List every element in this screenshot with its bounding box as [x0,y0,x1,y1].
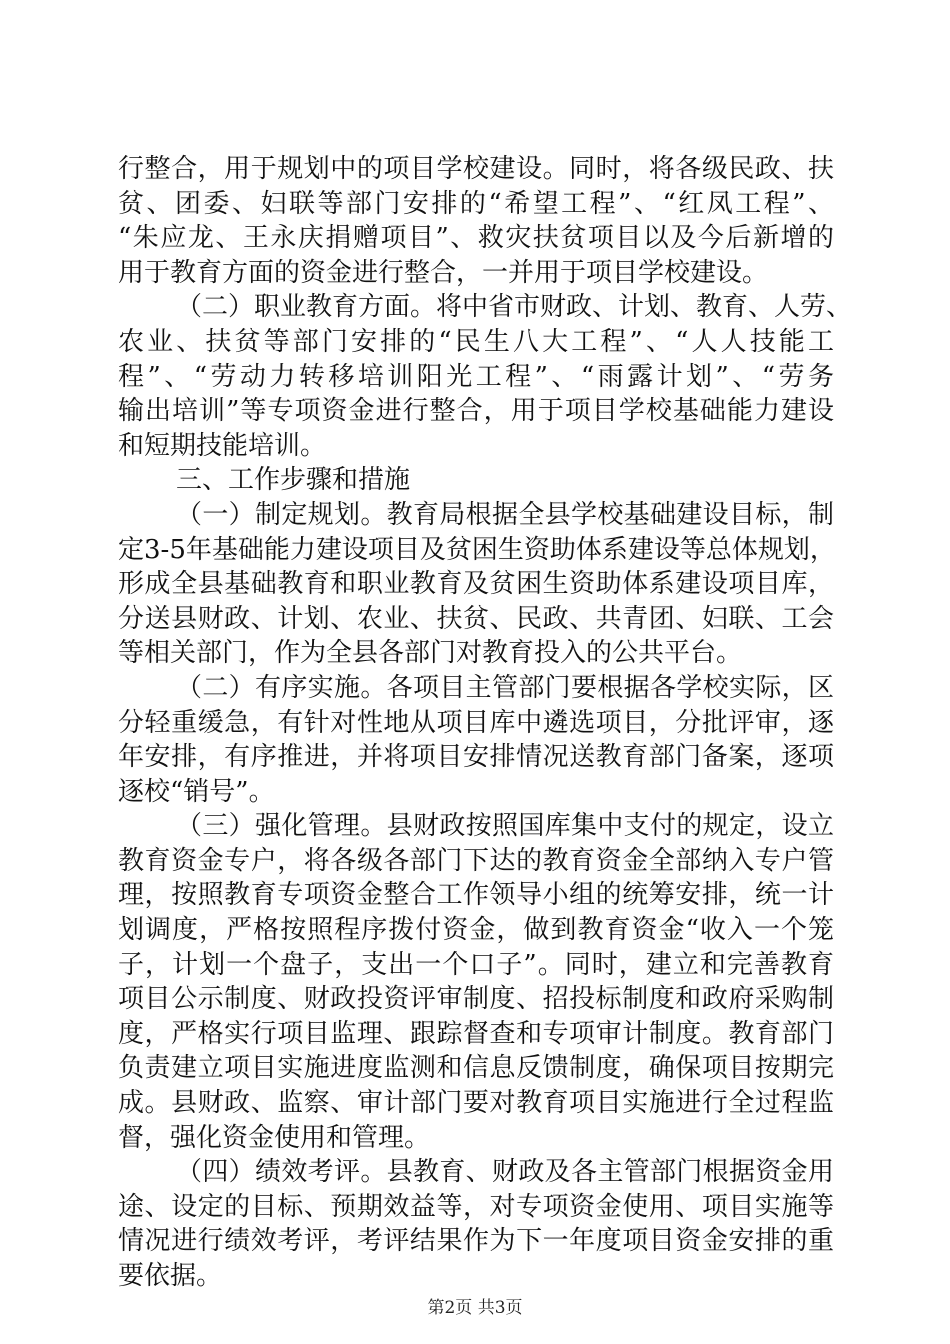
text-line: （四）绩效考评。县教育、财政及各主管部门根据资金用 [176,1157,834,1188]
text-line: 输出培训”等专项资金进行整合，用于项目学校基础能力建设 [118,396,834,427]
text-line: （二）有序实施。各项目主管部门要根据各学校实际，区 [176,672,834,703]
text-line: 成。县财政、监察、审计部门要对教育项目实施进行全过程监 [118,1088,834,1119]
text-line: 贫、团委、妇联等部门安排的“希望工程”、“红凤工程”、 [118,188,834,219]
section-heading: 三、工作步骤和措施 [176,465,411,496]
text-line: 定3-5年基础能力建设项目及贫困生资助体系建设等总体规划， [118,534,836,565]
paragraph-management [118,809,834,1155]
text-line: 行整合，用于规划中的项目学校建设。同时，将各级民政、扶 [118,154,834,184]
text-line: 项目公示制度、财政投资评审制度、招投标制度和政府采购制 [118,984,834,1015]
text-line: 分轻重缓急，有针对性地从项目库中遴选项目，分批评审，逐 [118,707,834,738]
paragraph-implementation [118,671,834,809]
text-line: 子，计划一个盘子，支出一个口子”。同时，建立和完善教育 [118,949,834,980]
page-number-footer: 第2页 共3页 [427,1298,523,1318]
paragraph-vocational-education [118,290,853,463]
text-line: 途、设定的目标、预期效益等，对专项资金使用、项目实施等 [118,1191,834,1222]
text-line: 分送县财政、计划、农业、扶贫、民政、共青团、妇联、工会 [118,603,834,634]
text-line: 形成全县基础教育和职业教育及贫困生资助体系建设项目库， [118,569,834,600]
text-line: 年安排，有序推进，并将项目安排情况送教育部门备案，逐项 [118,742,834,773]
text-line: “朱应龙、王永庆捐赠项目”、救灾扶贫项目以及今后新增的 [118,223,834,254]
section-heading-steps [118,463,834,498]
text-line: （三）强化管理。县财政按照国库集中支付的规定，设立 [176,811,834,842]
text-line: 理，按照教育专项资金整合工作领导小组的统筹安排，统一计 [118,880,834,911]
paragraph-evaluation [118,1155,834,1293]
text-line: 程”、“劳动力转移培训阳光工程”、“雨露计划”、“劳务 [118,361,834,392]
text-line: 等相关部门，作为全县各部门对教育投入的公共平台。 [118,638,743,669]
text-line: 情况进行绩效考评，考评结果作为下一年度项目资金安排的重 [118,1226,834,1257]
text-line: （二）职业教育方面。将中省市财政、计划、教育、人劳、 [176,292,853,323]
text-line: 负责建立项目实施进度监测和信息反馈制度，确保项目按期完 [118,1053,834,1084]
text-line: 教育资金专户，将各级各部门下达的教育资金全部纳入专户管 [118,845,834,876]
text-line: 和短期技能培训。 [118,430,327,461]
text-line: 划调度，严格按照程序拨付资金，做到教育资金“收入一个笼 [118,915,834,946]
paragraph-planning [118,498,834,671]
text-line: 督，强化资金使用和管理。 [118,1122,431,1153]
text-line: 农业、扶贫等部门安排的“民生八大工程”、“人人技能工 [118,326,834,357]
text-line: （一）制定规划。教育局根据全县学校基础建设目标，制 [176,499,834,530]
text-line: 度，严格实行项目监理、跟踪督查和专项审计制度。教育部门 [118,1018,834,1049]
document-body [118,152,853,1294]
text-line: 用于教育方面的资金进行整合，一并用于项目学校建设。 [118,257,769,288]
text-line: 逐校“销号”。 [118,776,275,807]
text-line: 要依据。 [118,1261,223,1291]
paragraph-continuation [118,152,834,290]
